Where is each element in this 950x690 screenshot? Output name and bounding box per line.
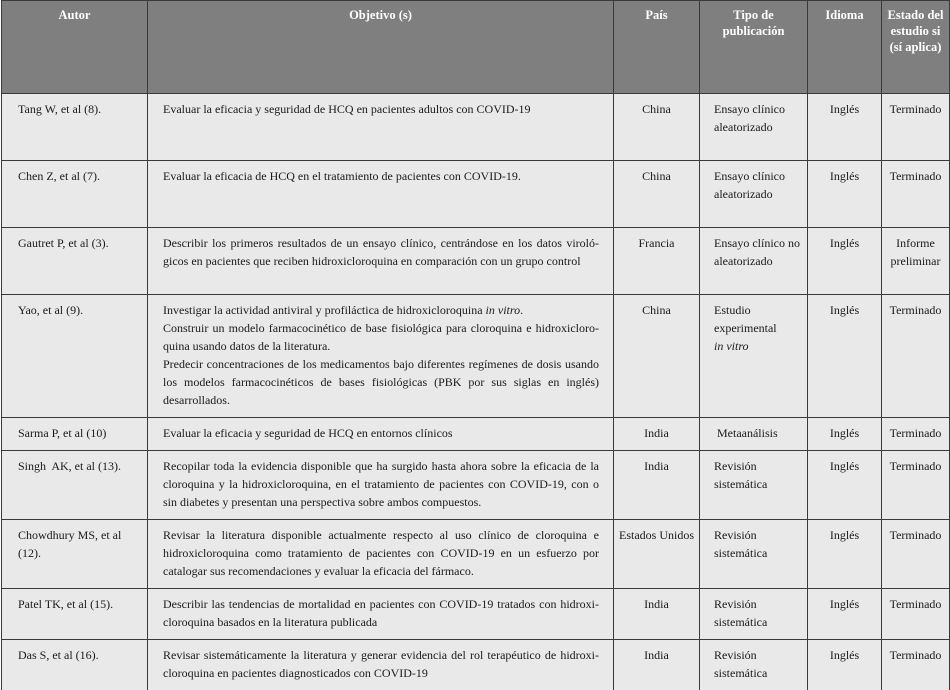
cell-autor: Sarma P, et al (10) bbox=[2, 418, 148, 451]
cell-objetivo bbox=[148, 161, 614, 228]
cell-objetivo bbox=[148, 94, 614, 161]
cell-autor: Tang W, et al (8). bbox=[2, 94, 148, 161]
cell-objetivo bbox=[148, 418, 614, 451]
cell-tipo: Revisión sistemática bbox=[700, 589, 808, 640]
studies-table bbox=[1, 0, 950, 690]
cell-estado: Terminado bbox=[882, 161, 950, 228]
tipo-italic: in vitro bbox=[714, 337, 801, 355]
cell-estado: Terminado bbox=[882, 589, 950, 640]
table-row bbox=[2, 418, 950, 451]
cell-autor: Singh AK, et al (13). bbox=[2, 451, 148, 520]
objetivo-text: Revisar la literatura disponible actualmente respecto al uso clínico de cloroquina e hidroxicloroquina como tratamiento de pacientes con COVID-19 en un esfuerzo por catalogar sus recomendaciones y evaluar la eficacia del fármaco. bbox=[163, 528, 599, 578]
cell-tipo: Ensayo clínico aleatorizado bbox=[700, 161, 808, 228]
cell-tipo: Revisión sistemática bbox=[700, 520, 808, 589]
objetivo-text: Describir las tendencias de mortalidad en pacientes con COVID-19 tratados con hidroxicloroquina basados en la literatura publicada bbox=[163, 597, 599, 629]
cell-objetivo bbox=[148, 520, 614, 589]
objetivo-period: . bbox=[520, 303, 523, 317]
cell-pais: China bbox=[614, 94, 700, 161]
cell-pais: Francia bbox=[614, 228, 700, 295]
objetivo-text: Evaluar la eficacia y seguridad de HCQ en entornos clínicos bbox=[163, 426, 453, 440]
cell-idioma: Inglés bbox=[808, 589, 882, 640]
cell-idioma: Inglés bbox=[808, 295, 882, 418]
cell-tipo: Metaanálisis bbox=[700, 418, 808, 451]
cell-estado: Terminado bbox=[882, 451, 950, 520]
objetivo-italic: in vitro bbox=[486, 303, 521, 317]
cell-idioma: Inglés bbox=[808, 418, 882, 451]
objetivo-text: Describir los primeros resultados de un ensayo clínico, centrándose en los datos virológicos en pacientes que reciben hidroxicloroquina en comparación con un grupo control bbox=[163, 236, 599, 268]
table-row bbox=[2, 640, 950, 690]
cell-estado: Terminado bbox=[882, 94, 950, 161]
table-row bbox=[2, 451, 950, 520]
cell-idioma: Inglés bbox=[808, 640, 882, 690]
cell-tipo: Revisión sistemática bbox=[700, 640, 808, 690]
tipo-text: Estudio experimental bbox=[714, 301, 801, 337]
cell-pais: China bbox=[614, 161, 700, 228]
table-row bbox=[2, 589, 950, 640]
cell-autor: Chen Z, et al (7). bbox=[2, 161, 148, 228]
cell-idioma: Inglés bbox=[808, 451, 882, 520]
objetivo-text: Investigar la actividad antiviral y profiláctica de hidroxicloroquina bbox=[163, 303, 483, 317]
objetivo-text: Evaluar la eficacia de HCQ en el tratamiento de pacientes con COVID-19. bbox=[163, 169, 521, 183]
cell-pais: Estados Unidos bbox=[614, 520, 700, 589]
cell-tipo bbox=[700, 295, 808, 418]
table-row bbox=[2, 520, 950, 589]
cell-objetivo bbox=[148, 640, 614, 690]
table-row bbox=[2, 94, 950, 161]
cell-idioma: Inglés bbox=[808, 161, 882, 228]
cell-tipo: Ensayo clínico no aleatorizado bbox=[700, 228, 808, 295]
objetivo-text: Evaluar la eficacia y seguridad de HCQ en pacientes adultos con COVID-19 bbox=[163, 102, 531, 116]
objetivo-text: Construir un modelo farmacocinético de base fisiológica para cloroquina e hidroxicloroquina usando datos de la literatura. bbox=[163, 319, 599, 355]
objetivo-text: Recopilar toda la evidencia disponible que ha surgido hasta ahora sobre la eficacia de la cloroquina y la hidroxicloroquina, en el tratamiento de pacientes con COVID-19, con o sin diabetes y presentan una perspectiva sobre ambos compuestos. bbox=[163, 459, 599, 509]
header-autor: Autor bbox=[2, 1, 148, 94]
cell-pais: India bbox=[614, 640, 700, 690]
header-estado: Estado del estudio si (sí aplica) bbox=[882, 1, 950, 94]
header-objetivo: Objetivo (s) bbox=[148, 1, 614, 94]
cell-autor: Patel TK, et al (15). bbox=[2, 589, 148, 640]
cell-estado: Terminado bbox=[882, 520, 950, 589]
cell-pais: India bbox=[614, 418, 700, 451]
header-pais: País bbox=[614, 1, 700, 94]
cell-idioma: Inglés bbox=[808, 228, 882, 295]
cell-objetivo bbox=[148, 295, 614, 418]
cell-autor: Yao, et al (9). bbox=[2, 295, 148, 418]
objetivo-line bbox=[163, 301, 599, 319]
cell-pais: India bbox=[614, 589, 700, 640]
cell-objetivo bbox=[148, 451, 614, 520]
cell-tipo: Revisión sistemática bbox=[700, 451, 808, 520]
cell-pais: India bbox=[614, 451, 700, 520]
cell-estado: Terminado bbox=[882, 640, 950, 690]
cell-idioma: Inglés bbox=[808, 520, 882, 589]
cell-pais: China bbox=[614, 295, 700, 418]
cell-objetivo bbox=[148, 228, 614, 295]
cell-estado: Terminado bbox=[882, 418, 950, 451]
header-row bbox=[2, 1, 950, 94]
table-row bbox=[2, 228, 950, 295]
cell-estado: Terminado bbox=[882, 295, 950, 418]
cell-tipo: Ensayo clínico aleatorizado bbox=[700, 94, 808, 161]
cell-autor: Chowdhury MS, et al (12). bbox=[2, 520, 148, 589]
table-row bbox=[2, 161, 950, 228]
cell-objetivo bbox=[148, 589, 614, 640]
objetivo-text: Revisar sistemáticamente la literatura y generar evidencia del rol terapéutico de hidroxicloroquina en pacientes diagnosticados con COVID-19 bbox=[163, 648, 599, 680]
cell-idioma: Inglés bbox=[808, 94, 882, 161]
header-tipo: Tipo de publicación bbox=[700, 1, 808, 94]
cell-estado: Informe preliminar bbox=[882, 228, 950, 295]
header-idioma: Idioma bbox=[808, 1, 882, 94]
cell-autor: Gautret P, et al (3). bbox=[2, 228, 148, 295]
table-row bbox=[2, 295, 950, 418]
cell-autor: Das S, et al (16). bbox=[2, 640, 148, 690]
objetivo-text: Predecir concentraciones de los medicamentos bajo diferentes regímenes de dosis usando los modelos farmacocinéticos de bases fisiológicas (PBK por sus siglas en inglés) desarrollados. bbox=[163, 355, 599, 409]
